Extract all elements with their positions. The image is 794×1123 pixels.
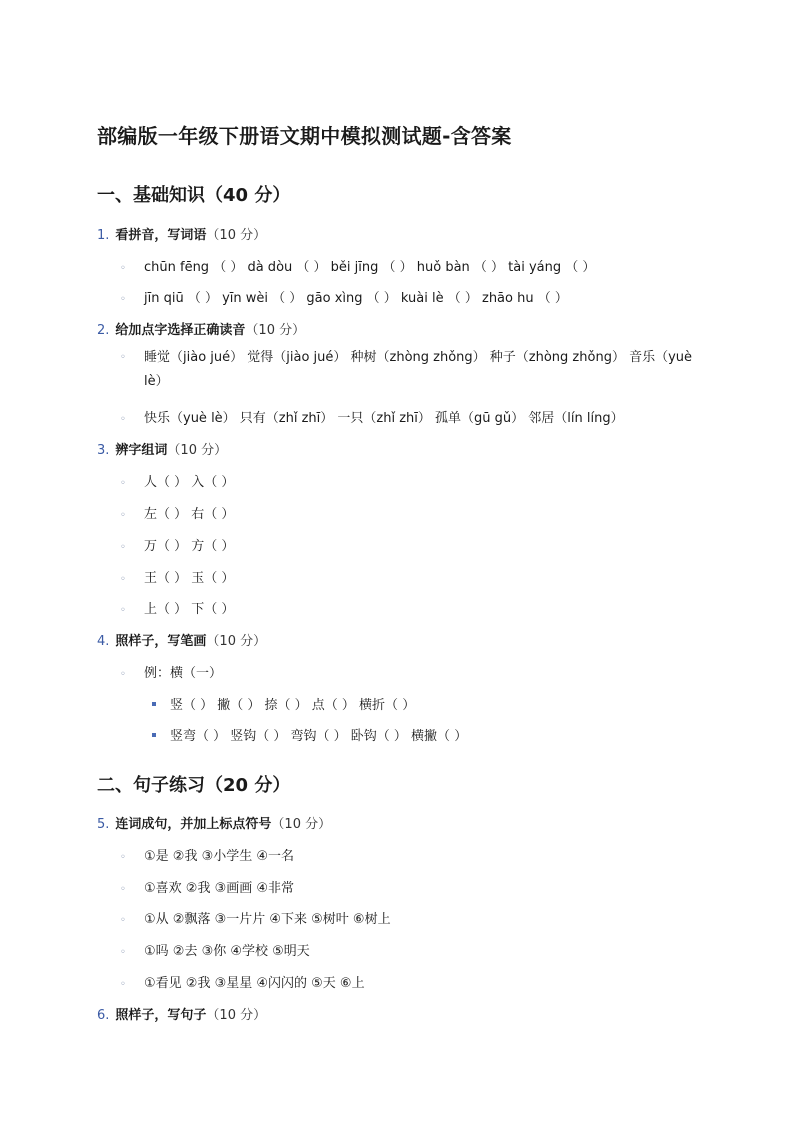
list-item: [120, 877, 294, 896]
question-6: [97, 1004, 266, 1023]
list-item: [120, 662, 222, 681]
question-number: 4.: [97, 634, 110, 649]
list-item-text: 王（ ） 玉（ ）: [144, 571, 235, 586]
question-score: （10 分）: [206, 1008, 267, 1023]
list-item-text: 万（ ） 方（ ）: [144, 539, 235, 554]
bullet-icon: ◦: [120, 884, 126, 895]
question-text: 照样子，写笔画: [115, 634, 207, 649]
question-text: 照样子，写句子: [115, 1008, 207, 1023]
list-item: [120, 346, 704, 394]
bullet-icon: ◦: [120, 352, 126, 363]
list-item-text: ①吗 ②去 ③你 ④学校 ⑤明天: [144, 944, 310, 959]
question-score: （10 分）: [206, 228, 267, 243]
list-item-text: chūn fēng （ ） dà dòu （ ） běi jīng （ ） huǒ bàn （ ） tài yáng （ ）: [144, 260, 596, 275]
question-number: 1.: [97, 228, 110, 243]
list-item: [120, 567, 234, 586]
bullet-icon: ◦: [120, 915, 126, 926]
square-bullet-icon: [152, 733, 156, 737]
square-bullet-icon: [152, 702, 156, 706]
document-title: 部编版一年级下册语文期中模拟测试题-含答案: [97, 124, 512, 148]
question-3: [97, 439, 227, 458]
question-score: （10 分）: [245, 323, 306, 338]
list-item: [120, 845, 294, 864]
list-item: [120, 598, 234, 617]
list-item-text: 上（ ） 下（ ）: [144, 602, 235, 617]
sub-list-item-text: 竖弯（ ） 竖钩（ ） 弯钩（ ） 卧钩（ ） 横撇（ ）: [170, 729, 468, 744]
question-2: [97, 319, 305, 338]
list-item: [120, 535, 234, 554]
sub-list-item: [152, 694, 415, 713]
list-item: [120, 256, 595, 275]
question-text: 看拼音，写词语: [115, 228, 207, 243]
bullet-icon: ◦: [120, 574, 126, 585]
question-score: （10 分）: [167, 443, 228, 458]
list-item-text: ①看见 ②我 ③星星 ④闪闪的 ⑤天 ⑥上: [144, 976, 365, 991]
question-text: 连词成句，并加上标点符号: [115, 817, 272, 832]
section-heading-basic-knowledge: 一、基础知识（40 分）: [97, 185, 291, 206]
list-item-text: jīn qiū （ ） yīn wèi （ ） gāo xìng （ ） kuài lè （ ） zhāo hu （ ）: [144, 291, 568, 306]
list-item-text: ①喜欢 ②我 ③画画 ④非常: [144, 881, 295, 896]
list-item: [120, 503, 234, 522]
example-text: 例：横（一）: [144, 666, 223, 681]
question-score: （10 分）: [206, 634, 267, 649]
question-4: [97, 630, 266, 649]
bullet-icon: ◦: [120, 605, 126, 616]
question-5: [97, 813, 331, 832]
sub-list-item-text: 竖（ ） 撇（ ） 捺（ ） 点（ ） 横折（ ）: [170, 698, 416, 713]
bullet-icon: ◦: [120, 478, 126, 489]
list-item: [120, 407, 624, 426]
bullet-icon: ◦: [120, 852, 126, 863]
bullet-icon: ◦: [120, 263, 126, 274]
list-item-text: 人（ ） 入（ ）: [144, 475, 235, 490]
question-1: [97, 224, 266, 243]
list-item-text: 睡觉（jiào jué） 觉得（jiào jué） 种树（zhòng zhǒng） 种子（zhòng zhǒng） 音乐（yuè lè）: [144, 350, 693, 389]
bullet-icon: ◦: [120, 294, 126, 305]
list-item-text: 左（ ） 右（ ）: [144, 507, 235, 522]
question-text: 辨字组词: [115, 443, 168, 458]
sub-list-item: [152, 725, 467, 744]
bullet-icon: ◦: [120, 669, 126, 680]
question-score: （10 分）: [271, 817, 332, 832]
bullet-icon: ◦: [120, 947, 126, 958]
question-number: 3.: [97, 443, 110, 458]
list-item: [120, 471, 234, 490]
question-number: 5.: [97, 817, 110, 832]
question-number: 6.: [97, 1008, 110, 1023]
list-item: [120, 972, 365, 991]
list-item-text: ①从 ②飘落 ③一片片 ④下来 ⑤树叶 ⑥树上: [144, 912, 391, 927]
section-heading-sentence-practice: 二、句子练习（20 分）: [97, 775, 291, 796]
list-item: [120, 287, 568, 306]
question-text: 给加点字选择正确读音: [115, 323, 246, 338]
list-item: [120, 940, 310, 959]
list-item: [120, 908, 391, 927]
bullet-icon: ◦: [120, 414, 126, 425]
bullet-icon: ◦: [120, 979, 126, 990]
list-item-text: ①是 ②我 ③小学生 ④一名: [144, 849, 295, 864]
bullet-icon: ◦: [120, 510, 126, 521]
question-number: 2.: [97, 323, 110, 338]
list-item-text: 快乐（yuè lè） 只有（zhǐ zhī） 一只（zhǐ zhī） 孤单（gū gǔ） 邻居（lín líng）: [144, 411, 624, 426]
bullet-icon: ◦: [120, 542, 126, 553]
